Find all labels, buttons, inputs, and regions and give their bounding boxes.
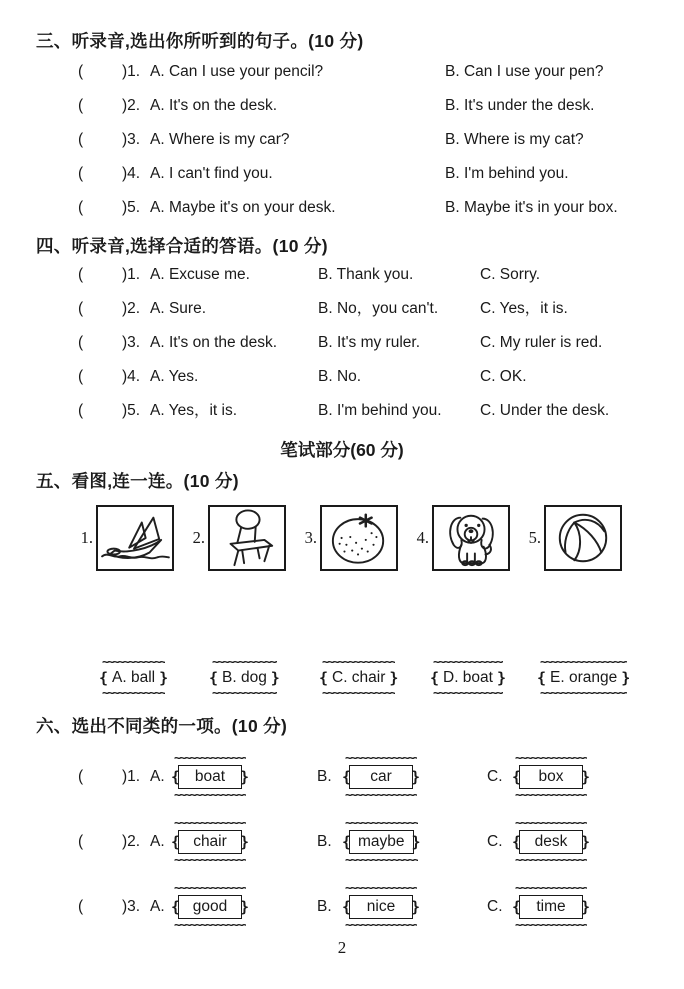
option-b: B. It's my ruler. — [318, 334, 421, 351]
wavy-border-left — [512, 768, 521, 786]
word-card-boat — [431, 661, 505, 695]
s3-question-row — [78, 130, 678, 150]
option-a: A. It's on the desk. — [150, 334, 278, 351]
option-c: C. Sorry. — [480, 266, 540, 283]
option-c-word-card — [513, 822, 589, 862]
option-a-word: ~~~~~ good — [178, 895, 242, 919]
option-c: C. Under the desk. — [480, 402, 610, 419]
ball-image-box — [544, 505, 622, 571]
option-c-label: C. — [487, 898, 503, 915]
answer-blank-paren: ( — [78, 300, 84, 317]
option-c: C. Yes，it is. — [480, 300, 568, 317]
wavy-border-right — [621, 668, 630, 688]
answer-blank-paren: ( — [78, 368, 84, 385]
option-c-label: C. — [487, 833, 503, 850]
section6-title: 六、选出不同类的一项。(10 分) — [36, 716, 288, 736]
orange-image — [323, 508, 395, 568]
answer-blank-paren: ( — [78, 833, 84, 850]
option-a-label: A. — [150, 898, 165, 915]
option-a-label: A. — [150, 768, 165, 785]
word-label: ~~~~~ C. chair — [332, 669, 386, 686]
picture-item — [74, 505, 174, 571]
option-b-word: ~~~~~ nice — [349, 895, 413, 919]
option-c-word: ~~~~~ time — [519, 895, 583, 919]
option-b-word-card — [343, 757, 419, 797]
option-b: B. I'm behind you. — [318, 402, 442, 419]
option-a-word-card — [172, 757, 248, 797]
option-c: C. OK. — [480, 368, 527, 385]
s4-question-row — [78, 265, 678, 285]
wavy-border-right — [159, 668, 168, 688]
orange-image-box — [320, 505, 398, 571]
answer-blank-paren: ( — [78, 334, 84, 351]
option-a: A. Maybe it's on your desk. — [150, 199, 336, 216]
question-number: )5. — [122, 199, 141, 216]
option-b-label: B. — [317, 898, 332, 915]
question-number: )1. — [122, 266, 141, 283]
wavy-border-right — [581, 833, 590, 851]
option-b: B. I'm behind you. — [445, 165, 569, 182]
question-number: )2. — [122, 300, 141, 317]
option-c-label: C. — [487, 768, 503, 785]
picture-item — [522, 505, 622, 571]
section5-title: 五、看图,连一连。(10 分) — [36, 471, 239, 491]
option-b: B. No. — [318, 368, 362, 385]
s3-question-row — [78, 198, 678, 218]
option-c: C. My ruler is red. — [480, 334, 603, 351]
wavy-border-right — [240, 898, 249, 916]
wavy-border-left — [512, 898, 521, 916]
answer-blank-paren: ( — [78, 131, 84, 148]
wavy-border-right — [411, 768, 420, 786]
option-a: A. Yes，it is. — [150, 402, 238, 419]
option-a: A. I can't find you. — [150, 165, 273, 182]
s6-question-row — [78, 822, 678, 862]
section3-title: 三、听录音,选出你所听到的句子。(10 分) — [36, 31, 364, 51]
option-a-word: ~~~~~ chair — [178, 830, 242, 854]
option-b-word-card — [343, 822, 420, 862]
option-b-word: ~~~~~ car — [349, 765, 413, 789]
option-a: A. Sure. — [150, 300, 206, 317]
answer-blank-paren: ( — [78, 97, 84, 114]
picture-number: 3. — [304, 528, 317, 547]
option-a-word-card — [172, 822, 248, 862]
wavy-border-right — [240, 833, 249, 851]
wavy-border-left — [209, 668, 218, 688]
question-number: )4. — [122, 165, 141, 182]
wavy-border-right — [412, 833, 421, 851]
wavy-border-left — [512, 833, 521, 851]
option-b: B. Thank you. — [318, 266, 414, 283]
page-number: 2 — [337, 938, 347, 957]
word-card-ball — [100, 661, 167, 695]
option-b-word-card — [343, 887, 419, 927]
s4-question-row — [78, 401, 678, 421]
option-b: B. It's under the desk. — [445, 97, 595, 114]
option-c-word: ~~~~~ desk — [519, 830, 583, 854]
picture-item — [298, 505, 398, 571]
answer-blank-paren: ( — [78, 63, 84, 80]
option-b: B. Maybe it's in your box. — [445, 199, 618, 216]
word-card-dog — [210, 661, 279, 695]
option-a-word-card — [172, 887, 248, 927]
s4-question-row — [78, 299, 678, 319]
option-a-word: ~~~~~ boat — [178, 765, 242, 789]
option-a: A. Where is my car? — [150, 131, 290, 148]
option-a: A. Can I use your pencil? — [150, 63, 324, 80]
wavy-border-left — [430, 668, 439, 688]
option-a: A. It's on the desk. — [150, 97, 278, 114]
wavy-border-right — [581, 768, 590, 786]
chair-image — [211, 508, 283, 568]
picture-number: 5. — [528, 528, 541, 547]
wavy-border-left — [342, 768, 351, 786]
section4-title: 四、听录音,选择合适的答语。(10 分) — [36, 236, 328, 256]
wavy-border-left — [342, 898, 351, 916]
chair-image-box — [208, 505, 286, 571]
question-number: )2. — [122, 97, 141, 114]
wavy-border-left — [537, 668, 546, 688]
question-number: )1. — [122, 63, 141, 80]
question-number: )3. — [122, 131, 141, 148]
wavy-border-left — [99, 668, 108, 688]
wavy-border-right — [240, 768, 249, 786]
word-label: ~~~~~ D. boat — [443, 669, 493, 686]
picture-number: 4. — [416, 528, 429, 547]
written-part-heading: 笔试部分(60 分) — [280, 440, 404, 460]
question-number: )5. — [122, 402, 141, 419]
answer-blank-paren: ( — [78, 199, 84, 216]
option-b: B. No，you can't. — [318, 300, 439, 317]
answer-blank-paren: ( — [78, 165, 84, 182]
word-card-chair — [320, 661, 397, 695]
option-a: A. Yes. — [150, 368, 199, 385]
wavy-border-left — [171, 768, 180, 786]
word-label: ~~~~~ B. dog — [222, 669, 267, 686]
s3-question-row — [78, 62, 678, 82]
boat-image-box — [96, 505, 174, 571]
wavy-border-right — [411, 898, 420, 916]
picture-item — [186, 505, 286, 571]
answer-blank-paren: ( — [78, 898, 84, 915]
answer-blank-paren: ( — [78, 402, 84, 419]
wavy-border-right — [581, 898, 590, 916]
picture-item — [410, 505, 510, 571]
boat-image — [99, 508, 171, 568]
wavy-border-right — [271, 668, 280, 688]
question-number: )4. — [122, 368, 141, 385]
word-label: ~~~~~ A. ball — [112, 669, 156, 686]
option-b-label: B. — [317, 768, 332, 785]
option-b: B. Where is my cat? — [445, 131, 584, 148]
option-c-word-card — [513, 887, 589, 927]
s3-question-row — [78, 96, 678, 116]
option-b-label: B. — [317, 833, 332, 850]
dog-image-box — [432, 505, 510, 571]
option-c-word-card — [513, 757, 589, 797]
question-number: )1. — [122, 768, 141, 785]
wavy-border-left — [171, 898, 180, 916]
s4-question-row — [78, 367, 678, 387]
option-a: A. Excuse me. — [150, 266, 250, 283]
option-b-word: ~~~~~ maybe — [349, 830, 414, 854]
option-b: B. Can I use your pen? — [445, 63, 604, 80]
question-number: )2. — [122, 833, 141, 850]
wavy-border-left — [342, 833, 351, 851]
ball-image — [547, 508, 619, 568]
question-number: )3. — [122, 334, 141, 351]
s4-question-row — [78, 333, 678, 353]
s6-question-row — [78, 887, 678, 927]
picture-number: 1. — [80, 528, 93, 547]
question-number: )3. — [122, 898, 141, 915]
wavy-border-left — [319, 668, 328, 688]
answer-blank-paren: ( — [78, 266, 84, 283]
option-a-label: A. — [150, 833, 165, 850]
word-label: ~~~~~ E. orange — [550, 669, 618, 686]
word-card-orange — [538, 661, 629, 695]
answer-blank-paren: ( — [78, 768, 84, 785]
picture-number: 2. — [192, 528, 205, 547]
wavy-border-left — [171, 833, 180, 851]
wavy-border-right — [389, 668, 398, 688]
dog-image — [435, 508, 507, 568]
wavy-border-right — [497, 668, 506, 688]
option-c-word: ~~~~~ box — [519, 765, 583, 789]
s3-question-row — [78, 164, 678, 184]
s6-question-row — [78, 757, 678, 797]
